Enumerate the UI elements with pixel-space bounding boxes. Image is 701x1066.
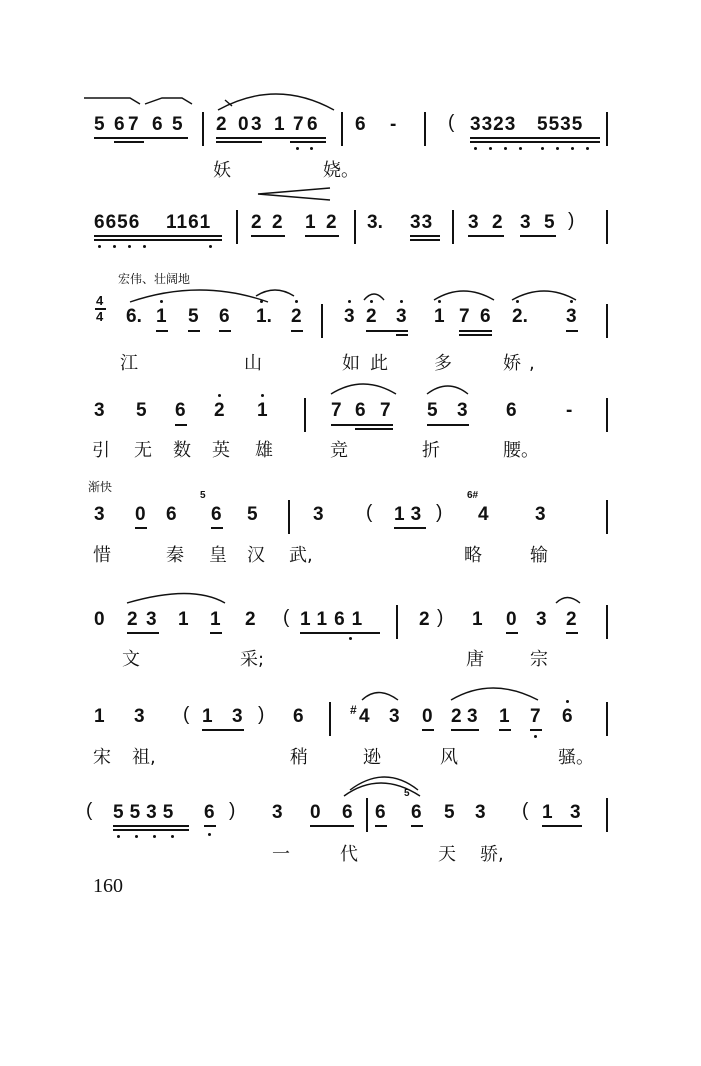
note: 3 bbox=[468, 212, 479, 233]
lyric: 采; bbox=[240, 649, 265, 670]
lyric: 宗 bbox=[530, 649, 548, 670]
note: 0 bbox=[238, 114, 249, 135]
note: 6. bbox=[126, 306, 142, 327]
note: 5 bbox=[544, 212, 555, 233]
note: 1 bbox=[210, 609, 221, 630]
lyric: 风 bbox=[440, 747, 458, 768]
grace-note: 5 bbox=[200, 490, 206, 501]
note: 0 bbox=[422, 706, 433, 727]
lyric: 英 bbox=[212, 440, 230, 461]
slur bbox=[364, 294, 384, 300]
note: 7 bbox=[459, 306, 470, 327]
note: 2 bbox=[326, 212, 337, 233]
lyric: 山 bbox=[244, 353, 262, 374]
note: 3 bbox=[251, 114, 262, 135]
note: 6 bbox=[307, 114, 318, 135]
lyric: 折 bbox=[422, 440, 440, 461]
slur bbox=[218, 94, 334, 110]
note: 6 bbox=[219, 306, 230, 327]
lyric: 竞 bbox=[330, 440, 348, 461]
note: 2 bbox=[214, 400, 225, 421]
lyric: 骄, bbox=[480, 844, 504, 865]
note: 3 bbox=[475, 802, 486, 823]
note: 5 bbox=[427, 400, 438, 421]
tie-slur bbox=[145, 98, 192, 104]
lyric: 略 bbox=[464, 545, 482, 566]
time-signature-top: 4 bbox=[96, 293, 104, 308]
note: 2 bbox=[272, 212, 283, 233]
note: 1 bbox=[434, 306, 445, 327]
note: 2 bbox=[451, 706, 462, 727]
note: 2 bbox=[245, 609, 256, 630]
note: 7 bbox=[293, 114, 304, 135]
note: 3 bbox=[566, 306, 577, 327]
note: 2 bbox=[127, 609, 138, 630]
note: 1 bbox=[94, 706, 105, 727]
note: 5 bbox=[136, 400, 147, 421]
lyric: 逊 bbox=[363, 747, 381, 768]
lyric: 祖, bbox=[132, 747, 156, 768]
note: 3 bbox=[389, 706, 400, 727]
slur bbox=[427, 386, 468, 394]
note: 5 bbox=[94, 114, 105, 135]
paren: ( bbox=[183, 704, 190, 725]
slur bbox=[512, 291, 576, 300]
lyric: 引 bbox=[92, 440, 110, 461]
note: 3 bbox=[232, 706, 243, 727]
note: 2 bbox=[566, 609, 577, 630]
note: 3 bbox=[94, 400, 105, 421]
lyric: 秦 bbox=[166, 545, 184, 566]
lyric: 无 bbox=[134, 440, 152, 461]
note: - bbox=[566, 400, 573, 421]
note-group: 13 bbox=[394, 504, 428, 525]
tempo-direction: 渐快 bbox=[88, 480, 113, 494]
lyric: 骚。 bbox=[558, 747, 594, 768]
note: 0 bbox=[94, 609, 105, 630]
note: 6 bbox=[204, 802, 215, 823]
note: 5 bbox=[172, 114, 183, 135]
paren: ) bbox=[258, 704, 265, 725]
slur bbox=[434, 291, 494, 300]
note: 1 bbox=[156, 306, 167, 327]
note: 0 bbox=[135, 504, 146, 525]
paren: ( bbox=[448, 112, 455, 133]
paren: ) bbox=[436, 502, 443, 523]
note: 6 bbox=[152, 114, 163, 135]
lyric: 一 bbox=[272, 844, 290, 865]
note: 3 bbox=[272, 802, 283, 823]
page-number: 160 bbox=[93, 875, 123, 897]
lyric: 如此 bbox=[342, 353, 398, 374]
tie-slur bbox=[84, 98, 140, 104]
note: 6 bbox=[175, 400, 186, 421]
note: 3. bbox=[367, 212, 383, 233]
note: 3 bbox=[94, 504, 105, 525]
note: 0 bbox=[506, 609, 517, 630]
lyric: 汉 bbox=[247, 545, 265, 566]
lyric: 皇 bbox=[209, 545, 227, 566]
note: 1 bbox=[305, 212, 316, 233]
note-group: 6656 bbox=[94, 212, 141, 233]
note: 3 bbox=[313, 504, 324, 525]
note: 6 bbox=[375, 802, 386, 823]
note: 1 bbox=[202, 706, 213, 727]
note: 2 bbox=[291, 306, 302, 327]
note: 3 bbox=[520, 212, 531, 233]
note: 2 bbox=[366, 306, 377, 327]
sharp-accidental: # bbox=[350, 703, 357, 717]
note: 6 bbox=[480, 306, 491, 327]
note: 7 bbox=[530, 706, 541, 727]
grace-note: 5 bbox=[404, 788, 410, 799]
note: 5 bbox=[188, 306, 199, 327]
note: 6 bbox=[506, 400, 517, 421]
paren: ( bbox=[522, 800, 529, 821]
note: 1 bbox=[178, 609, 189, 630]
note: 6 bbox=[211, 504, 222, 525]
note-group: 3323 bbox=[470, 114, 517, 135]
lyric: 唐 bbox=[466, 649, 484, 670]
paren: ) bbox=[437, 607, 444, 628]
note: 3 bbox=[467, 706, 478, 727]
note: 3 bbox=[396, 306, 407, 327]
note: 7 bbox=[380, 400, 391, 421]
note: 6 bbox=[293, 706, 304, 727]
lyric: 腰。 bbox=[503, 440, 539, 461]
note: 3 bbox=[134, 706, 145, 727]
note-group: 33 bbox=[410, 212, 434, 233]
slur bbox=[451, 688, 538, 700]
note-group: 1161 bbox=[300, 609, 370, 630]
note: 3 bbox=[535, 504, 546, 525]
lyric: 惜 bbox=[93, 545, 111, 566]
note: 1 bbox=[274, 114, 285, 135]
note: 3 bbox=[536, 609, 547, 630]
note-group: 5535 bbox=[537, 114, 584, 135]
slur bbox=[127, 594, 225, 604]
note: 6 bbox=[562, 706, 573, 727]
note: 3 bbox=[570, 802, 581, 823]
lyric: 天 bbox=[438, 844, 456, 865]
note: 5 bbox=[247, 504, 258, 525]
tempo-direction: 宏伟、壮阔地 bbox=[118, 272, 191, 286]
paren: ( bbox=[283, 607, 290, 628]
lyric: 娆。 bbox=[323, 160, 359, 181]
note: 0 bbox=[310, 802, 321, 823]
slur bbox=[344, 783, 420, 796]
note: 6 bbox=[166, 504, 177, 525]
lyric: 妖 bbox=[213, 160, 231, 181]
note: 2 bbox=[419, 609, 430, 630]
note: 1 bbox=[542, 802, 553, 823]
note: 1 bbox=[472, 609, 483, 630]
lyric: 输 bbox=[530, 545, 548, 566]
time-signature-bottom: 4 bbox=[96, 309, 104, 324]
paren: ( bbox=[86, 800, 93, 821]
note: 6 bbox=[411, 802, 422, 823]
lyric: 江 bbox=[120, 353, 138, 374]
note: 2 bbox=[216, 114, 227, 135]
note: 6 bbox=[342, 802, 353, 823]
note: 6 bbox=[355, 114, 366, 135]
note: 1. bbox=[256, 306, 272, 327]
note: 6 bbox=[114, 114, 125, 135]
note: 7 bbox=[331, 400, 342, 421]
crescendo-hairpin bbox=[258, 188, 330, 200]
lyric: 武, bbox=[289, 545, 313, 566]
lyric: 文 bbox=[122, 649, 140, 670]
paren: ( bbox=[366, 502, 373, 523]
note: 1 bbox=[257, 400, 268, 421]
paren: ) bbox=[568, 210, 575, 231]
slur bbox=[331, 384, 396, 394]
slur bbox=[362, 693, 398, 701]
note: 1 bbox=[499, 706, 510, 727]
note: 2 bbox=[492, 212, 503, 233]
lyric: 稍 bbox=[290, 747, 308, 768]
slur bbox=[556, 598, 580, 604]
note-group: 5535 bbox=[113, 802, 180, 823]
lyric: 娇, bbox=[503, 353, 543, 374]
note: 4 bbox=[478, 504, 489, 525]
slur bbox=[256, 290, 294, 296]
lyric: 代 bbox=[340, 844, 358, 865]
note: 2 bbox=[251, 212, 262, 233]
lyric: 宋 bbox=[93, 747, 111, 768]
note: 3 bbox=[344, 306, 355, 327]
note: 5 bbox=[444, 802, 455, 823]
lyric: 雄 bbox=[255, 440, 273, 461]
note: 2. bbox=[512, 306, 528, 327]
note: - bbox=[390, 114, 397, 135]
note: 3 bbox=[146, 609, 157, 630]
note: 6 bbox=[355, 400, 366, 421]
paren: ) bbox=[229, 800, 236, 821]
note-group: 1161 bbox=[166, 212, 212, 233]
note: 3 bbox=[457, 400, 468, 421]
lyric: 多 bbox=[434, 353, 452, 374]
note: 7 bbox=[128, 114, 139, 135]
lyric: 数 bbox=[173, 440, 191, 461]
grace-note: 6# bbox=[467, 490, 479, 501]
slur bbox=[130, 290, 268, 302]
note: 4 bbox=[359, 706, 370, 727]
